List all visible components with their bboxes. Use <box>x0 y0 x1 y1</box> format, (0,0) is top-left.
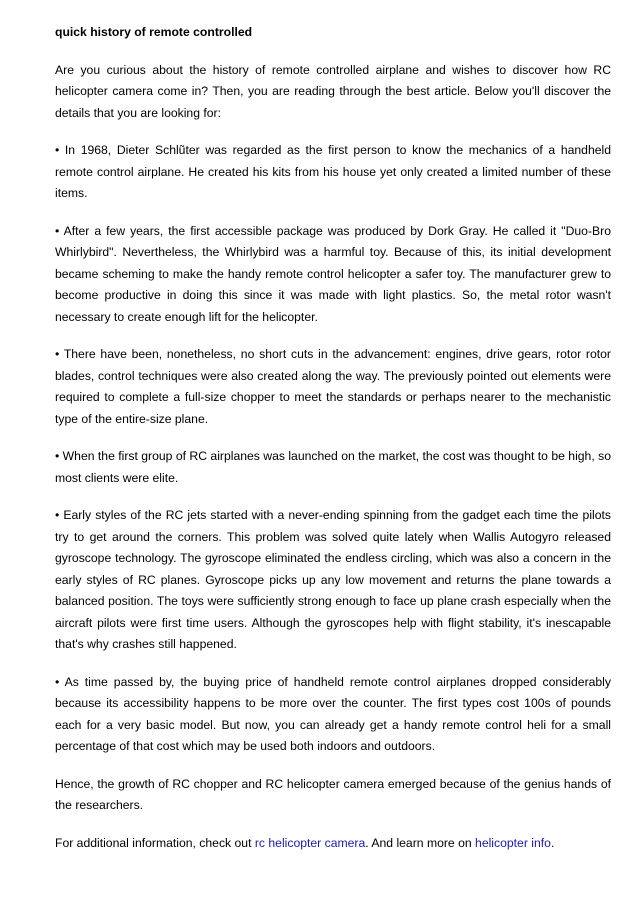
paragraph-intro: Are you curious about the history of remote controlled airplane and wishes to discover how RC helicopter camera come in? Then, you are reading through the best article. Below you'll discover the details that you are looking for: <box>55 62 611 120</box>
paragraph-price: • As time passed by, the buying price of handheld remote control airplanes dropped considerably because its accessibility happens to be more over the counter. The first types cost 100s of pounds each for a very basic model. But now, you can already get a handy remote control heli for a small percentage of that cost which may be used both indoors and outdoors. <box>55 674 611 753</box>
footer-text-before: For additional information, check out <box>55 835 255 850</box>
paragraph-1968: • In 1968, Dieter Schlũter was regarded as the first person to know the mechanics of a handheld remote control airplane. He created his kits from his house yet only created a limited number of these items. <box>55 143 611 200</box>
footer-text-after: . <box>550 835 555 850</box>
paragraph-footer <box>55 833 611 855</box>
paragraph-gyroscope: • Early styles of the RC jets started with a never-ending spinning from the gadget each time the pilots try to get around the corners. This problem was solved quite lately when Wallis Autogyro released gyroscope technology. The gyroscope eliminated the endless circling, which was also a concern in the early styles of RC planes. Gyroscope picks up any low movement and returns the plane towards a balanced position. The toys were sufficiently strong enough to face up plane crash especially when the aircraft pilots were first time users. Although the gyroscopes help with flight stability, it's inescapable that's why crashes still happened. <box>55 508 611 651</box>
paragraph-whirlybird: • After a few years, the first accessible package was produced by Dork Gray. He called it "Duo-Bro Whirlybird". Nevertheless, the Whirlybird was a harmful toy. Because of this, its initial development became scheming to make the handy remote control helicopter a safer toy. The manufacturer grew to become productive in doing this since it was made with light plastics. So, the metal rotor wasn't necessary to create enough lift for the helicopter. <box>55 223 611 324</box>
paragraph-conclusion: Hence, the growth of RC chopper and RC helicopter camera emerged because of the genius hands of the researchers. <box>55 776 611 812</box>
helicopter-info-link[interactable]: helicopter info <box>475 835 551 850</box>
paragraph-cost: • When the first group of RC airplanes was launched on the market, the cost was thought to be high, so most clients were elite. <box>55 449 611 485</box>
document-page <box>55 22 611 870</box>
paragraph-advancement: • There have been, nonetheless, no short cuts in the advancement: engines, drive gears, rotor rotor blades, control techniques were also created along the way. The previously pointed out elements were required to complete a full-size chopper to meet the standards or perhaps nearer to the mechanistic type of the entire-size plane. <box>55 347 611 426</box>
rc-helicopter-camera-link[interactable]: rc helicopter camera <box>254 835 366 850</box>
document-title: quick history of remote controlled <box>55 25 253 39</box>
footer-text-middle: . And learn more on <box>365 835 476 850</box>
